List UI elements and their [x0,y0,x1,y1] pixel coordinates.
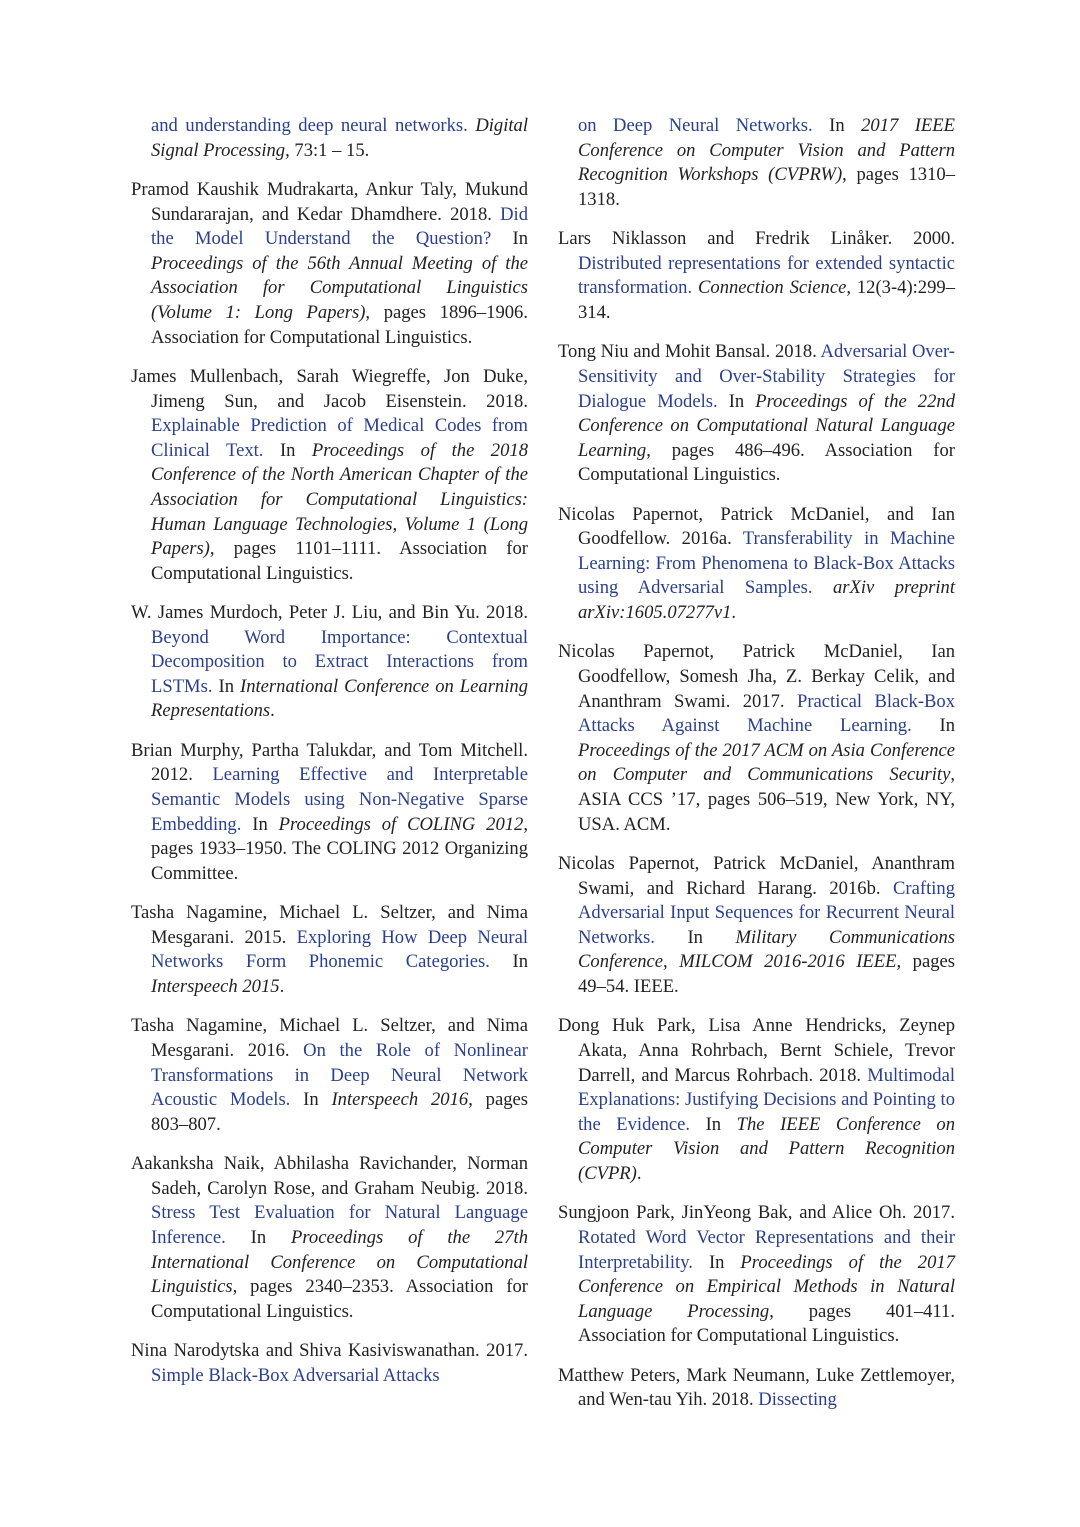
reference-entry [558,1014,955,1186]
reference-text: In [212,675,241,697]
references-left-column [131,114,528,1403]
reference-text: Pramod Kaushik Mudrakarta, Ankur Taly, Mukund Sundararajan, and Kedar Dhamdhere. 2018. [131,178,528,225]
reference-title-link[interactable]: Adversarial Over-Sensitivity and Over-Stability Strategies for Dialogue Models. [578,341,955,412]
reference-text: , pages 2340–2353. Association for Computational Linguistics. [151,1276,528,1322]
reference-venue: Interspeech 2016 [331,1089,469,1111]
reference-title-link[interactable]: Learning Effective and Interpretable Semantic Models using Non-Negative Sparse Embedding. [151,764,529,835]
reference-text: . [279,975,285,997]
reference-entry [131,901,528,999]
reference-text: , 73:1 – 15. [285,139,370,161]
reference-title-link[interactable]: and understanding deep neural networks. [151,115,476,136]
reference-venue: Digital Signal Processing [151,115,528,161]
reference-title-link[interactable]: On the Role of Nonlinear Transformations in Deep Neural Network Acoustic Models. [151,1039,528,1111]
reference-text: In [225,1226,291,1248]
reference-text: W. James Murdoch, Peter J. Liu, and Bin Yu. 2018. [131,602,528,624]
reference-venue: Proceedings of the 22nd Conference on Computational Natural Language Learning [578,390,955,461]
reference-title-link[interactable]: Practical Black-Box Attacks Against Machine Learning. [578,690,956,737]
reference-title-link[interactable]: Stress Test Evaluation for Natural Language Inference. [151,1202,528,1248]
reference-text: Lars Niklasson and Fredrik Linåker. 2000. [558,228,955,250]
reference-venue: Proceedings of COLING 2012 [278,813,524,835]
reference-text: Tasha Nagamine, Michael L. Seltzer, and Nima Mesgarani. 2016. [131,1015,528,1061]
reference-text: Nina Narodytska and Shiva Kasiviswanathan. 2017. [131,1340,528,1362]
reference-title-link[interactable]: Beyond Word Importance: Contextual Decomposition to Extract Interactions from LSTMs. [151,626,528,697]
reference-text: , pages 401–411. Association for Computational Linguistics. [578,1300,955,1347]
reference-title-link[interactable]: Simple Black-Box Adversarial Attacks [151,1364,440,1386]
reference-title-link[interactable]: Dissecting [758,1389,837,1411]
reference-entry [131,114,528,163]
reference-venue: The IEEE Conference on Computer Vision and Pattern Recognition (CVPR) [578,1113,955,1184]
reference-text: , 12(3-4):299–314. [578,277,955,323]
reference-venue: arXiv preprint arXiv:1605.07277v1 [578,577,956,624]
reference-text: In [489,951,529,973]
reference-venue: Proceedings of the 56th Annual Meeting of the Association for Computational Linguistics (Volume 1: Long Papers) [151,252,528,323]
reference-title-link[interactable]: Multimodal Explanations: Justifying Decisions and Pointing to the Evidence. [578,1064,955,1135]
reference-entry [558,340,955,488]
reference-text [813,577,833,598]
reference-title-link[interactable]: Explainable Prediction of Medical Codes from Clinical Text. [151,415,528,461]
reference-text: , pages 803–807. [151,1089,528,1135]
reference-title-link[interactable]: Did the Model Understand the Question? [151,203,528,250]
reference-text: , pages 1310–1318. [578,164,955,210]
reference-text: Tong Niu and Mohit Bansal. 2018. [558,341,821,363]
reference-text: Nicolas Papernot, Patrick McDaniel, Ian Goodfellow, Somesh Jha, Z. Berkay Celik, and Ananthram Swami. 2017. [558,641,955,712]
reference-entry [131,1152,528,1324]
reference-text: , pages 49–54. IEEE. [578,951,955,997]
reference-venue: 2017 IEEE Conference on Computer Vision and Pattern Recognition Workshops (CVPRW) [578,115,955,186]
reference-venue: Proceedings of the 2017 Conference on Empirical Methods in Natural Language Processing [578,1251,955,1322]
reference-title-link[interactable]: Crafting Adversarial Input Sequences for Recurrent Neural Networks. [578,877,955,948]
reference-entry [131,601,528,724]
reference-text: Sungjoon Park, JinYeong Bak, and Alice Oh. 2017. [558,1202,955,1224]
reference-text: In [692,1251,741,1273]
reference-text: Nicolas Papernot, Patrick McDaniel, Ananthram Swami, and Richard Harang. 2016b. [558,853,955,899]
reference-text: In [241,813,279,835]
reference-text: , ASIA CCS ’17, pages 506–519, New York, NY, USA. ACM. [578,764,955,835]
reference-text: In [491,228,528,250]
reference-text: Dong Huk Park, Lisa Anne Hendricks, Zeynep Akata, Anna Rohrbach, Bernt Schiele, Trevor Darrell, and Marcus Rohrbach. 2018. [558,1015,955,1086]
reference-text: Tasha Nagamine, Michael L. Seltzer, and Nima Mesgarani. 2015. [131,902,528,948]
reference-entry [131,365,528,586]
reference-venue: Proceedings of the 2017 ACM on Asia Conference on Computer and Communications Security [578,739,955,786]
reference-entry [558,1364,955,1413]
reference-entry [131,1339,528,1388]
reference-entry [558,503,955,626]
reference-text: Matthew Peters, Mark Neumann, Luke Zettlemoyer, and Wen-tau Yih. 2018. [558,1364,955,1411]
reference-text: , pages 1896–1906. Association for Computational Linguistics. [151,301,528,348]
reference-text: , pages 1933–1950. The COLING 2012 Organizing Committee. [151,813,528,884]
reference-text: In [263,439,312,461]
reference-text: Aakanksha Naik, Abhilasha Ravichander, Norman Sadeh, Carolyn Rose, and Graham Neubig. 2018. [131,1153,528,1199]
reference-text: James Mullenbach, Sarah Wiegreffe, Jon Duke, Jimeng Sun, and Jacob Eisenstein. 2018. [131,365,528,412]
reference-entry [558,640,955,837]
reference-entry [558,114,955,212]
reference-title-link[interactable]: on Deep Neural Networks. [578,115,813,136]
reference-text: Nicolas Papernot, Patrick McDaniel, and Ian Goodfellow. 2016a. [558,503,955,550]
reference-venue: Proceedings of the 27th International Conference on Computational Linguistics [151,1226,528,1298]
reference-text: . [731,602,737,624]
reference-title-link[interactable]: Rotated Word Vector Representations and their Interpretability. [578,1226,955,1273]
reference-venue: Military Communications Conference, MILCOM 2016-2016 IEEE [578,926,955,973]
reference-entry [558,227,955,325]
reference-text: In [654,926,736,948]
reference-text: In [812,115,862,136]
reference-text: , pages 486–496. Association for Computational Linguistics. [578,439,955,486]
reference-entry [558,852,955,1000]
reference-text: . [636,1162,642,1184]
reference-entry [558,1201,955,1349]
reference-title-link[interactable]: Exploring How Deep Neural Networks Form Phonemic Categories. [151,926,528,973]
reference-text: In [911,715,955,737]
reference-text: In [690,1113,737,1135]
reference-venue: Connection Science [698,277,847,299]
reference-title-link[interactable]: Distributed representations for extended syntactic transformation. [578,252,955,299]
reference-venue: Proceedings of the 2018 Conference of the North American Chapter of the Association for Computational Linguistics: Human Language Technologies, Volume 1 (Long Papers) [151,439,528,560]
reference-entry [131,1014,528,1137]
reference-venue: Interspeech 2015 [151,975,280,997]
reference-title-link[interactable]: Transferability in Machine Learning: From Phenomena to Black-Box Attacks using Adversarial Samples. [578,528,956,599]
reference-entry [131,178,528,350]
reference-text: Brian Murphy, Partha Talukdar, and Tom Mitchell. 2012. [131,739,528,786]
reference-text: . [270,700,275,722]
reference-venue: International Conference on Learning Representations [151,675,528,722]
reference-text: , pages 1101–1111. Association for Computational Linguistics. [151,538,528,584]
reference-text: In [290,1089,332,1111]
reference-entry [131,739,528,887]
reference-text: In [717,390,756,412]
references-right-column [558,114,955,1428]
